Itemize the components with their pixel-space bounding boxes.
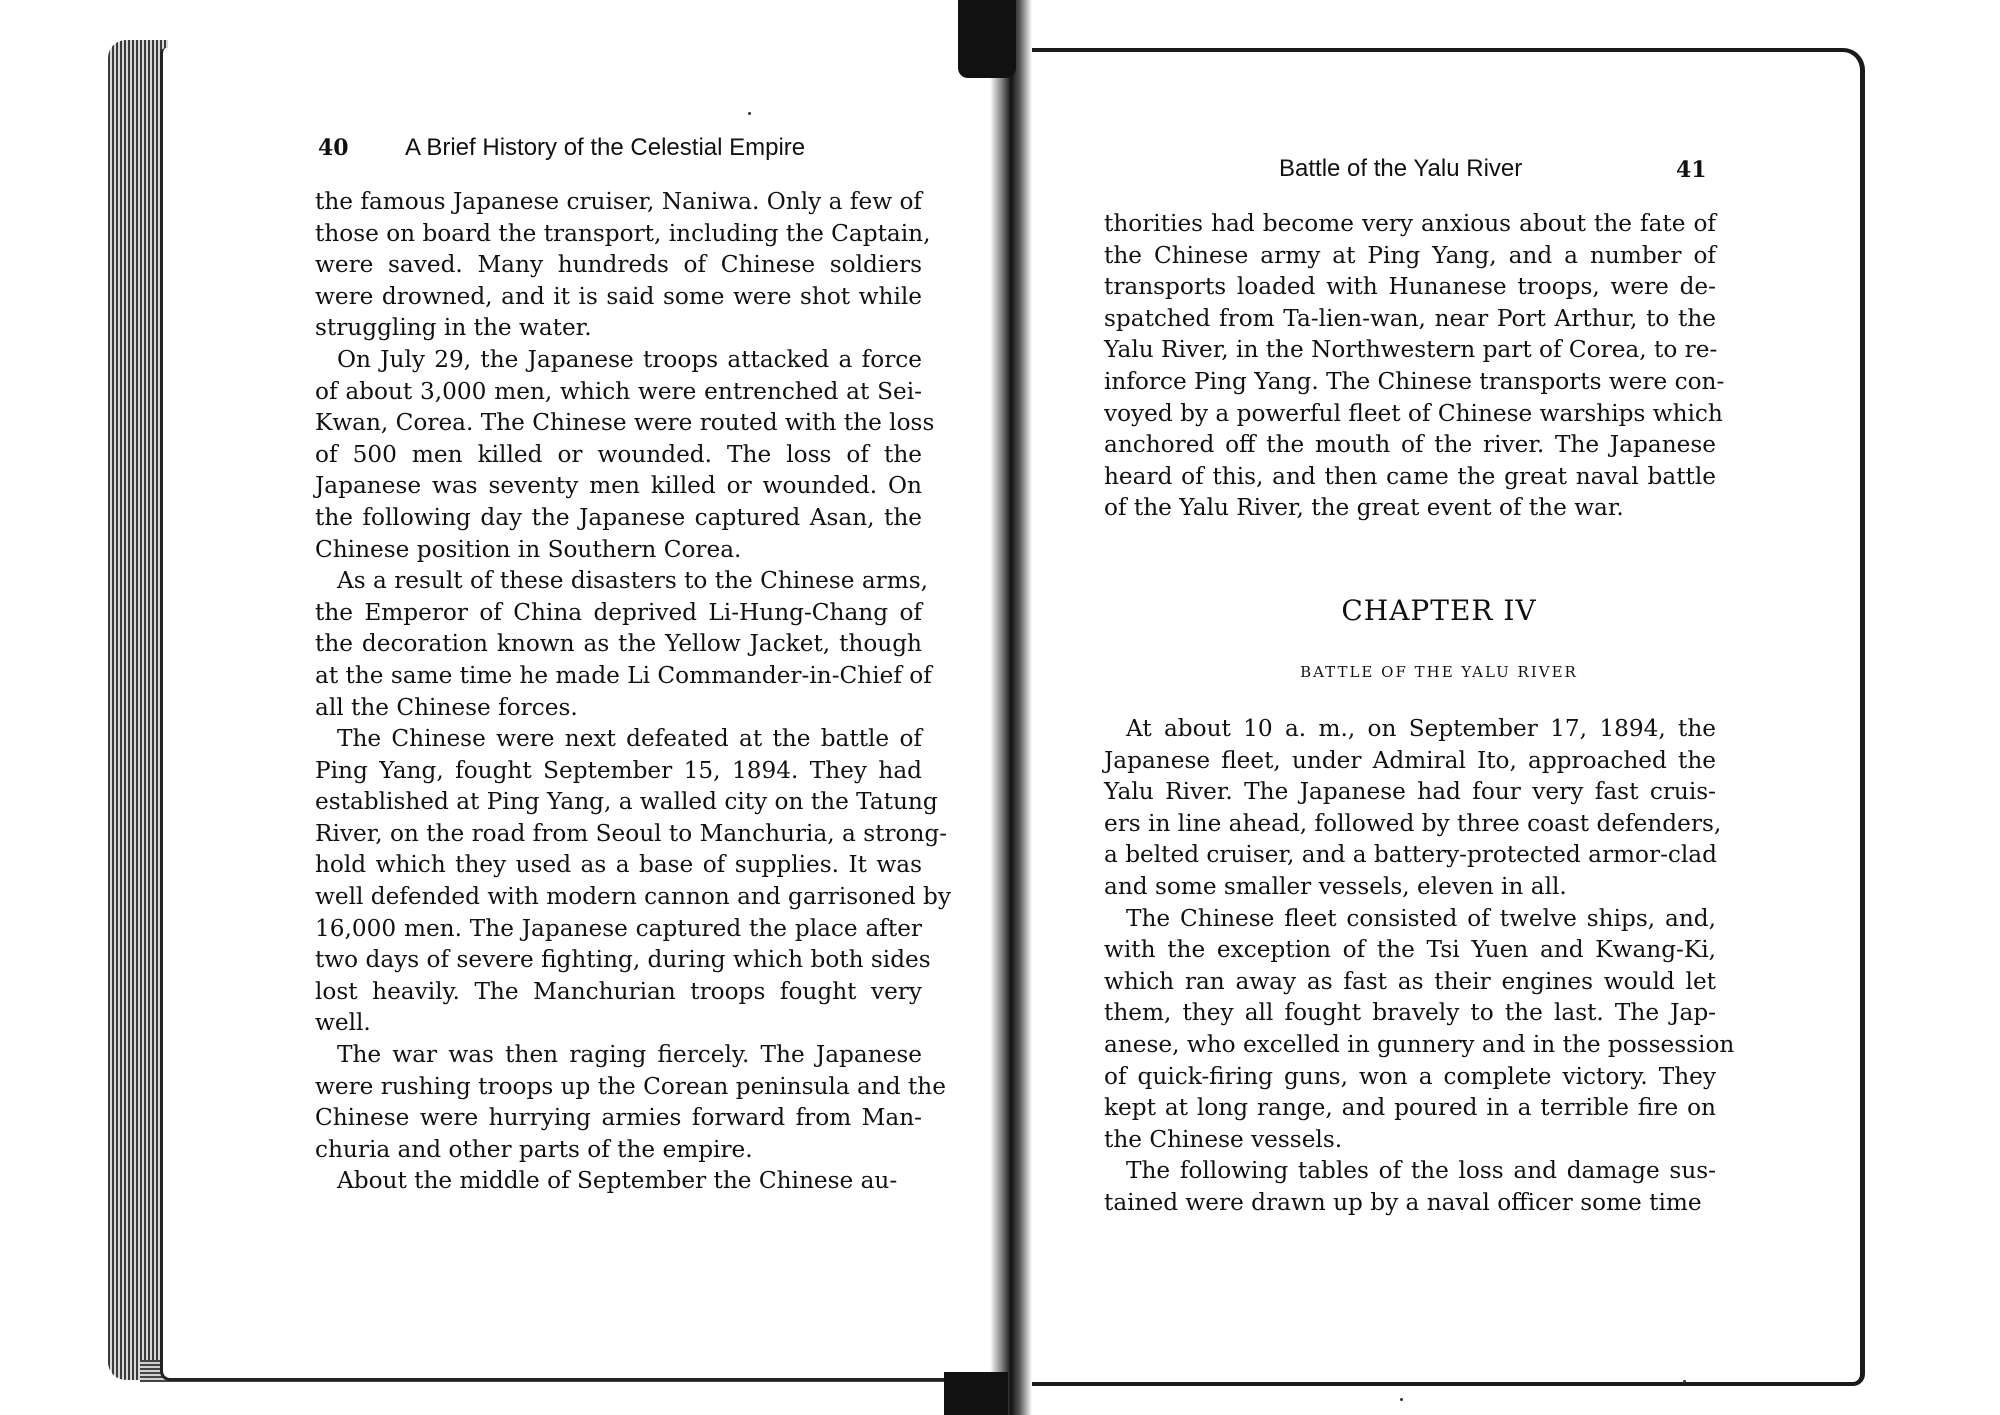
text-line: struggling in the water. [315, 314, 592, 342]
running-head-right: Battle of the Yalu River [1279, 155, 1523, 182]
text-line: Chinese were hurrying armies forward from Man- [315, 1104, 922, 1132]
text-line: which ran away as fast as their engines would let [1104, 967, 1716, 995]
page-number-left: 40 [318, 135, 349, 161]
text-line: the following day the Japanese captured Asan, the [315, 503, 922, 531]
text-line: Kwan, Corea. The Chinese were routed with the loss [315, 409, 935, 437]
text-line: At about 10 a. m., on September 17, 1894, the [1126, 715, 1716, 742]
text-line: On July 29, the Japanese troops attacked a force [337, 345, 922, 373]
text-line: ers in line ahead, followed by three coast defenders, [1104, 809, 1722, 837]
text-line: the Chinese vessels. [1104, 1125, 1343, 1153]
text-line: thorities had become very anxious about the fate of [1104, 210, 1716, 237]
text-line: well. [315, 1009, 371, 1037]
text-line: established at Ping Yang, a walled city on the Tatung [315, 788, 938, 816]
page-number-right: 41 [1676, 157, 1707, 183]
text-line: The following tables of the loss and damage sus- [1126, 1157, 1716, 1185]
text-line: at the same time he made Li Commander-in-Chief of [315, 661, 932, 689]
paper-speck [1400, 1398, 1403, 1401]
bookmark-ribbon-bottom [944, 1372, 1008, 1415]
text-line: two days of severe fighting, during which both sides [315, 946, 931, 974]
text-line: of about 3,000 men, which were entrenched at Sei- [315, 377, 922, 405]
text-line: The war was then raging fiercely. The Japanese [337, 1041, 922, 1069]
text-line: anchored off the mouth of the river. The Japanese [1104, 431, 1716, 459]
text-line: all the Chinese forces. [315, 693, 578, 721]
text-line: Yalu River, in the Northwestern part of Corea, to re- [1104, 336, 1718, 364]
text-line: tained were drawn up by a naval officer some time [1104, 1188, 1702, 1216]
text-line: the decoration known as the Yellow Jacket, though [315, 630, 922, 658]
text-line: Japanese fleet, under Admiral Ito, approached the [1104, 746, 1716, 774]
text-line: kept at long range, and poured in a terrible fire on [1104, 1094, 1716, 1122]
text-line: About the middle of September the Chinese au- [337, 1167, 898, 1195]
text-line: the famous Japanese cruiser, Naniwa. Only a few of [315, 188, 922, 215]
text-line: them, they all fought bravely to the last. The Jap- [1104, 999, 1716, 1027]
bookmark-ribbon-top [958, 0, 1016, 78]
right-page-body-top [1104, 208, 1725, 524]
text-line: a belted cruiser, and a battery-protected armor-clad [1104, 841, 1717, 869]
text-line: As a result of these disasters to the Chinese arms, [337, 567, 929, 595]
text-line: The Chinese fleet consisted of twelve ships, and, [1126, 904, 1716, 932]
paper-speck [748, 112, 751, 115]
text-line: and some smaller vessels, eleven in all. [1104, 872, 1567, 900]
text-line: The Chinese were next defeated at the battle of [337, 725, 922, 753]
text-line: the Chinese army at Ping Yang, and a number of [1104, 241, 1716, 269]
text-line: were saved. Many hundreds of Chinese soldiers [315, 251, 922, 279]
text-line: were rushing troops up the Corean peninsula and the [315, 1072, 946, 1100]
text-line: River, on the road from Seoul to Manchuria, a strong- [315, 819, 948, 847]
page-edge-stack [108, 40, 168, 1380]
text-line: anese, who excelled in gunnery and in the possession [1104, 1030, 1735, 1058]
paper-speck [1683, 1380, 1686, 1383]
text-line: hold which they used as a base of supplies. It was [315, 851, 922, 879]
text-line: Japanese was seventy men killed or wounded. On [315, 472, 922, 500]
chapter-subtitle: BATTLE OF THE YALU RIVER [1300, 663, 1578, 681]
text-line: churia and other parts of the empire. [315, 1135, 753, 1163]
text-line: of quick-firing guns, won a complete victory. They [1104, 1062, 1716, 1090]
book-gutter [990, 0, 1032, 1415]
chapter-title: CHAPTER IV [1341, 594, 1537, 627]
text-line: well defended with modern cannon and garrisoned by [315, 883, 951, 911]
text-line: Yalu River. The Japanese had four very fast cruis- [1104, 778, 1716, 806]
text-line: of the Yalu River, the great event of the war. [1104, 494, 1624, 522]
text-line: those on board the transport, including the Captain, [315, 219, 931, 247]
text-line: were drowned, and it is said some were shot while [315, 282, 922, 310]
text-line: 16,000 men. The Japanese captured the place after [315, 914, 922, 942]
text-line: the Emperor of China deprived Li-Hung-Chang of [315, 598, 922, 626]
text-line: lost heavily. The Manchurian troops fought very [315, 977, 922, 1005]
text-line: with the exception of the Tsi Yuen and Kwang-Ki, [1104, 936, 1716, 964]
running-head-left: A Brief History of the Celestial Empire [405, 134, 806, 161]
text-line: Ping Yang, fought September 15, 1894. They had [315, 756, 922, 784]
text-line: voyed by a powerful fleet of Chinese warships which [1104, 399, 1723, 427]
left-page-body [315, 186, 951, 1197]
text-line: inforce Ping Yang. The Chinese transports were con- [1104, 367, 1725, 395]
text-line: transports loaded with Hunanese troops, were de- [1104, 273, 1716, 301]
text-line: spatched from Ta-lien-wan, near Port Arthur, to the [1104, 304, 1716, 332]
text-line: heard of this, and then came the great naval battle [1104, 462, 1716, 490]
text-line: Chinese position in Southern Corea. [315, 535, 742, 563]
right-page-body-chapter [1104, 713, 1735, 1219]
text-line: of 500 men killed or wounded. The loss of the [315, 440, 922, 468]
